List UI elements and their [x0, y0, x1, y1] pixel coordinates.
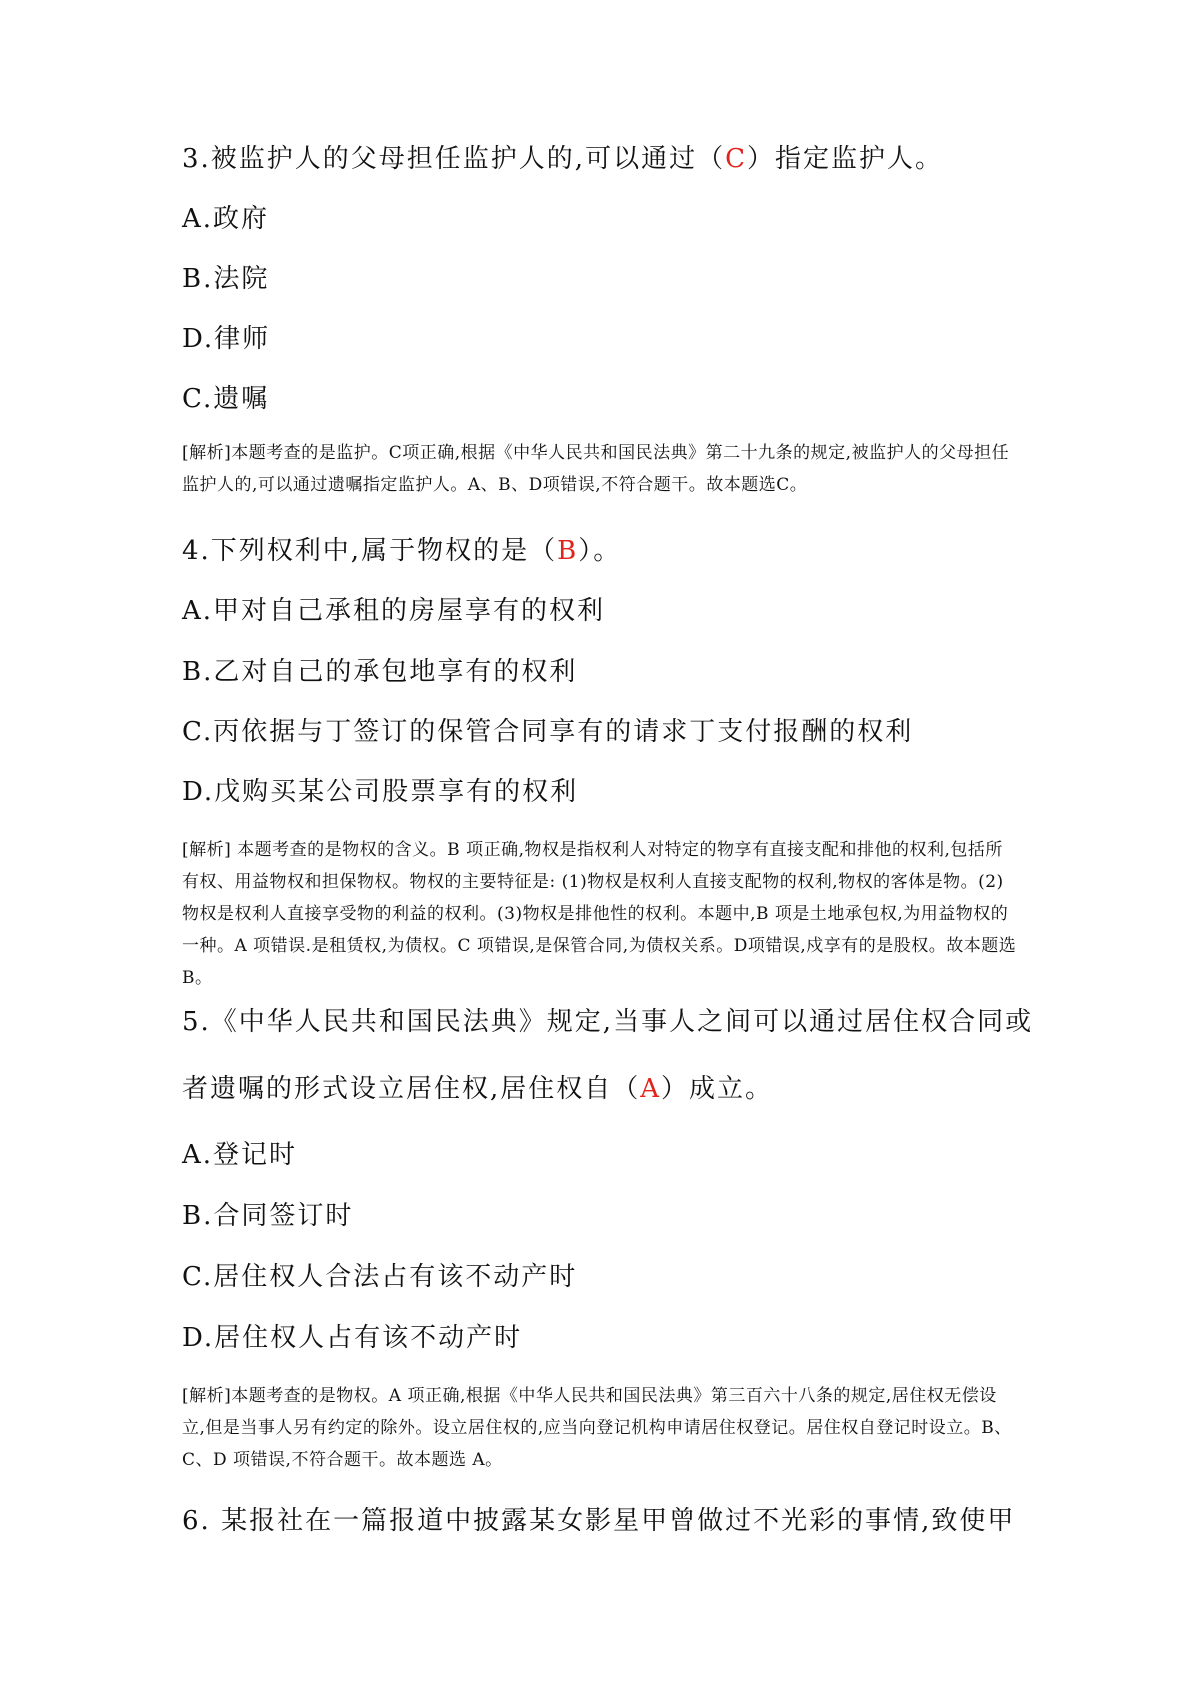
question-4-option: B.乙对自己的承包地享有的权利	[182, 657, 578, 687]
question-5-option: A.登记时	[182, 1140, 298, 1170]
question-5-option: D.居住权人占有该不动产时	[182, 1323, 523, 1353]
question-5-option: C.居住权人合法占有该不动产时	[182, 1262, 578, 1292]
question-5-stem-before: 者遗嘱的形式设立居住权,居住权自（	[182, 1074, 641, 1104]
question-4-option: C.丙依据与丁签订的保管合同享有的请求丁支付报酬的权利	[182, 717, 914, 747]
question-4-stem-before: 4.下列权利中,属于物权的是（	[182, 536, 558, 566]
question-5-stem-line-2	[182, 1068, 773, 1105]
question-5-stem-line-1: 5.《中华人民共和国民法典》规定,当事人之间可以通过居住权合同或	[182, 1007, 1034, 1037]
question-5-analysis: [解析]本题考查的是物权。A 项正确,根据《中华人民共和国民法典》第三百六十八条的规定,居住权无偿设立,但是当事人另有约定的除外。设立居住权的,应当向登记机构申请居住权登记。居住权自登记时设立。B、C、D 项错误,不符合题干。故本题选 A。	[182, 1386, 1012, 1470]
question-3-option: A.政府	[182, 204, 270, 234]
question-3-answer: C	[725, 144, 747, 174]
question-3-stem	[182, 138, 943, 175]
question-3-option: D.律师	[182, 324, 271, 354]
question-4-answer: B	[557, 536, 579, 566]
question-3-stem-before: 3.被监护人的父母担任监护人的,可以通过（	[182, 144, 726, 174]
question-4-option: A.甲对自己承租的房屋享有的权利	[182, 596, 606, 626]
question-4-analysis: [解析] 本题考查的是物权的含义。B 项正确,物权是指权利人对特定的物享有直接支配和排他的权利,包括所有权、用益物权和担保物权。物权的主要特征是: (1)物权是权利人直接支配物的权利,物权的客体是物。(2)物权是权利人直接享受物的利益的权利。(3)物权是排他性的权利。本题中,B 项是土地承包权,为用益物权的一种。A 项错误.是租赁权,为债权。C 项错误,是保管合同,为债权关系。D项错误,戍享有的是股权。故本题选 B。	[182, 840, 1017, 988]
question-4-stem	[182, 530, 621, 567]
question-3-option: B.法院	[182, 264, 270, 294]
question-3-stem-after: ）指定监护人。	[746, 144, 943, 174]
question-4-stem-after: ）。	[578, 536, 622, 566]
question-5-option: B.合同签订时	[182, 1201, 354, 1231]
question-5-stem-after: ）成立。	[661, 1074, 774, 1104]
question-3-option: C.遗嘱	[182, 384, 270, 414]
question-5-answer: A	[640, 1074, 662, 1104]
question-6-stem-line-1: 6. 某报社在一篇报道中披露某女影星甲曾做过不光彩的事情,致使甲	[182, 1506, 1016, 1536]
question-4-option: D.戊购买某公司股票享有的权利	[182, 777, 579, 807]
question-3-analysis: [解析]本题考查的是监护。C项正确,根据《中华人民共和国民法典》第二十九条的规定,被监护人的父母担任监护人的,可以通过遗嘱指定监护人。A、B、D项错误,不符合题干。故本题选C。	[182, 443, 1010, 495]
